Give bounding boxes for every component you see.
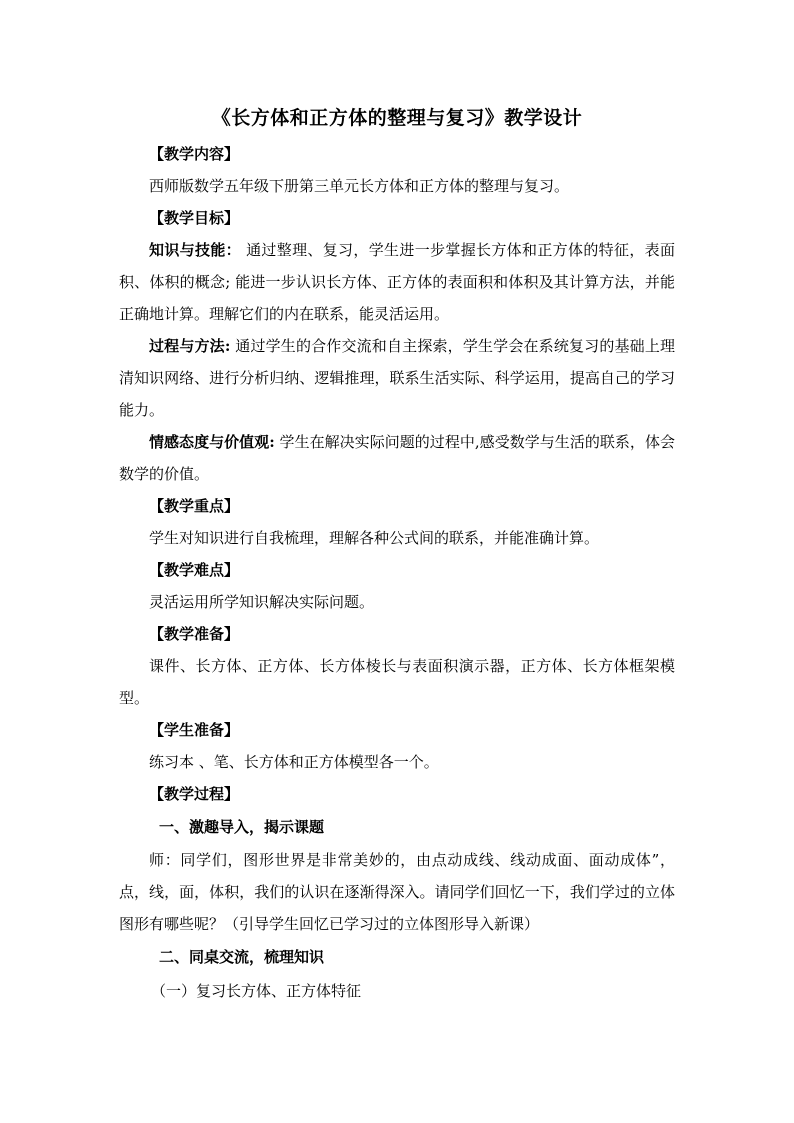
heading-teaching-process: 【教学过程】	[149, 785, 240, 803]
heading-teaching-prep: 【教学准备】	[149, 625, 240, 643]
document-title: 《长方体和正方体的整理与复习》教学设计	[211, 107, 583, 129]
goal-knowledge-text: 通过整理、复习，学生进一步掌握长方体和正方体的特征，表面积、体积的概念; 能进一步认识长方体、正方体的表面积和体积及其计算方法，并能正确地计算。理解它们的内在联系，能灵活运用。	[119, 241, 675, 323]
teaching-content-text: 西师版数学五年级下册第三单元长方体和正方体的整理与复习。	[149, 177, 570, 195]
goal-process	[119, 330, 675, 426]
student-prep-text: 练习本 、笔、长方体和正方体模型各一个。	[149, 753, 439, 771]
process-step1-title: 一、激趣导入，揭示课题	[159, 818, 325, 836]
heading-teaching-goals: 【教学目标】	[149, 209, 240, 227]
goal-process-text: 通过学生的合作交流和自主探索，学生学会在系统复习的基础上理清知识网络、进行分析归纳、逻辑推理，联系生活实际、科学运用，提高自己的学习能力。	[119, 337, 675, 419]
heading-teaching-content: 【教学内容】	[149, 145, 240, 163]
process-step2-sub: （一）复习长方体、正方体特征	[151, 982, 362, 1000]
goal-emotion-lead: 情感态度与价值观:	[149, 433, 275, 451]
key-points-text: 学生对知识进行自我梳理，理解各种公式间的联系，并能准确计算。	[149, 529, 600, 547]
document-page	[119, 104, 675, 1008]
process-step1-text: 师：同学们，图形世界是非常美妙的，由点动成线、线动成面、面动成体”，点，线，面，体积，我们的认识在逐渐得深入。请同学们回忆一下，我们学过的立体图形有哪些呢？（引导学生回忆已学习过的立体图形导入新课）	[119, 851, 675, 933]
goal-process-lead: 过程与方法:	[149, 337, 231, 355]
goal-emotion	[119, 426, 675, 490]
heading-difficulty: 【教学难点】	[149, 561, 240, 579]
difficulty-text: 灵活运用所学知识解决实际问题。	[149, 593, 375, 611]
teaching-prep-text: 课件、长方体、正方体、长方体棱长与表面积演示器，正方体、长方体框架模型。	[119, 657, 675, 707]
goal-knowledge-lead: 知识与技能：	[149, 241, 241, 259]
goal-knowledge	[119, 234, 675, 330]
goal-emotion-text: 学生在解决实际问题的过程中,感受数学与生活的联系，体会数学的价值。	[119, 433, 675, 483]
heading-student-prep: 【学生准备】	[149, 721, 240, 739]
heading-key-points: 【教学重点】	[149, 497, 240, 515]
process-step2-title: 二、同桌交流，梳理知识	[159, 948, 325, 966]
